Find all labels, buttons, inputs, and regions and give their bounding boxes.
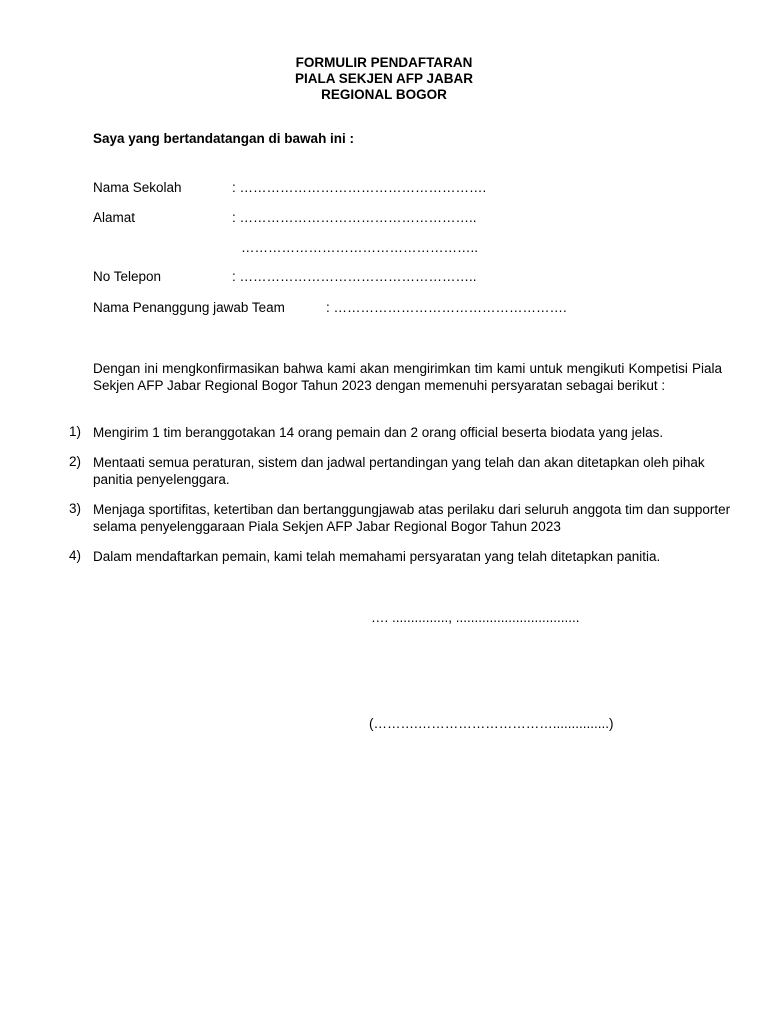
field-label-penanggung-jawab: Nama Penanggung jawab Team bbox=[93, 300, 285, 315]
field-value-penanggung-jawab[interactable]: : ……………………………………………. bbox=[326, 300, 567, 315]
confirmation-paragraph: Dengan ini mengkonfirmasikan bahwa kami akan mengirimkan tim kami untuk mengikuti Kompetisi Piala Sekjen AFP Jabar Regional Bogor Tahun 2023 dengan memenuhi persyaratan sebagai berikut : bbox=[93, 361, 722, 393]
field-value-alamat[interactable]: : …………………………………………….. bbox=[232, 210, 477, 225]
field-value-alamat-line-2[interactable]: …………………………………………….. bbox=[241, 240, 479, 255]
field-value-no-telepon[interactable]: : …………………………………………….. bbox=[232, 269, 477, 284]
list-item-text: Mengirim 1 tim beranggotakan 14 orang pemain dan 2 orang official beserta biodata yang jelas. bbox=[93, 425, 664, 440]
title-line-1: FORMULIR PENDAFTARAN bbox=[295, 55, 473, 70]
intro-statement: Saya yang bertandatangan di bawah ini : bbox=[93, 131, 355, 146]
title-line-2: PIALA SEKJEN AFP JABAR bbox=[294, 71, 474, 86]
title-line-3: REGIONAL BOGOR bbox=[321, 87, 447, 102]
field-no-telepon bbox=[93, 269, 161, 285]
field-label-nama-sekolah: Nama Sekolah bbox=[93, 180, 182, 195]
field-alamat bbox=[93, 210, 135, 226]
field-value-nama-sekolah[interactable]: : ………………………………………………. bbox=[232, 180, 487, 195]
signature-field[interactable]: (……….…………………………...............) bbox=[369, 716, 614, 731]
list-item-text: Dalam mendaftarkan pemain, kami telah memahami persyaratan yang telah ditetapkan panitia. bbox=[93, 549, 661, 564]
field-nama-sekolah bbox=[93, 180, 182, 196]
list-item-text: Mentaati semua peraturan, sistem dan jadwal pertandingan yang telah dan akan ditetapkan oleh pihak panitia penyelenggara. bbox=[93, 455, 705, 487]
list-item-number: 3) bbox=[69, 501, 82, 516]
list-item-number: 2) bbox=[69, 454, 82, 469]
field-penanggung-jawab bbox=[93, 300, 285, 316]
list-item-number: 1) bbox=[69, 424, 82, 439]
list-item-number: 4) bbox=[69, 548, 82, 563]
place-date-field[interactable]: …. ..............., ................................. bbox=[371, 610, 580, 625]
list-item-text: Menjaga sportifitas, ketertiban dan bertanggungjawab atas perilaku dari seluruh anggota tim dan supporter selama penyelenggaraan Piala Sekjen AFP Jabar Regional Bogor Tahun 2023 bbox=[93, 502, 731, 534]
field-label-alamat: Alamat bbox=[93, 210, 136, 225]
form-title bbox=[0, 55, 768, 103]
field-label-no-telepon: No Telepon bbox=[93, 269, 162, 284]
